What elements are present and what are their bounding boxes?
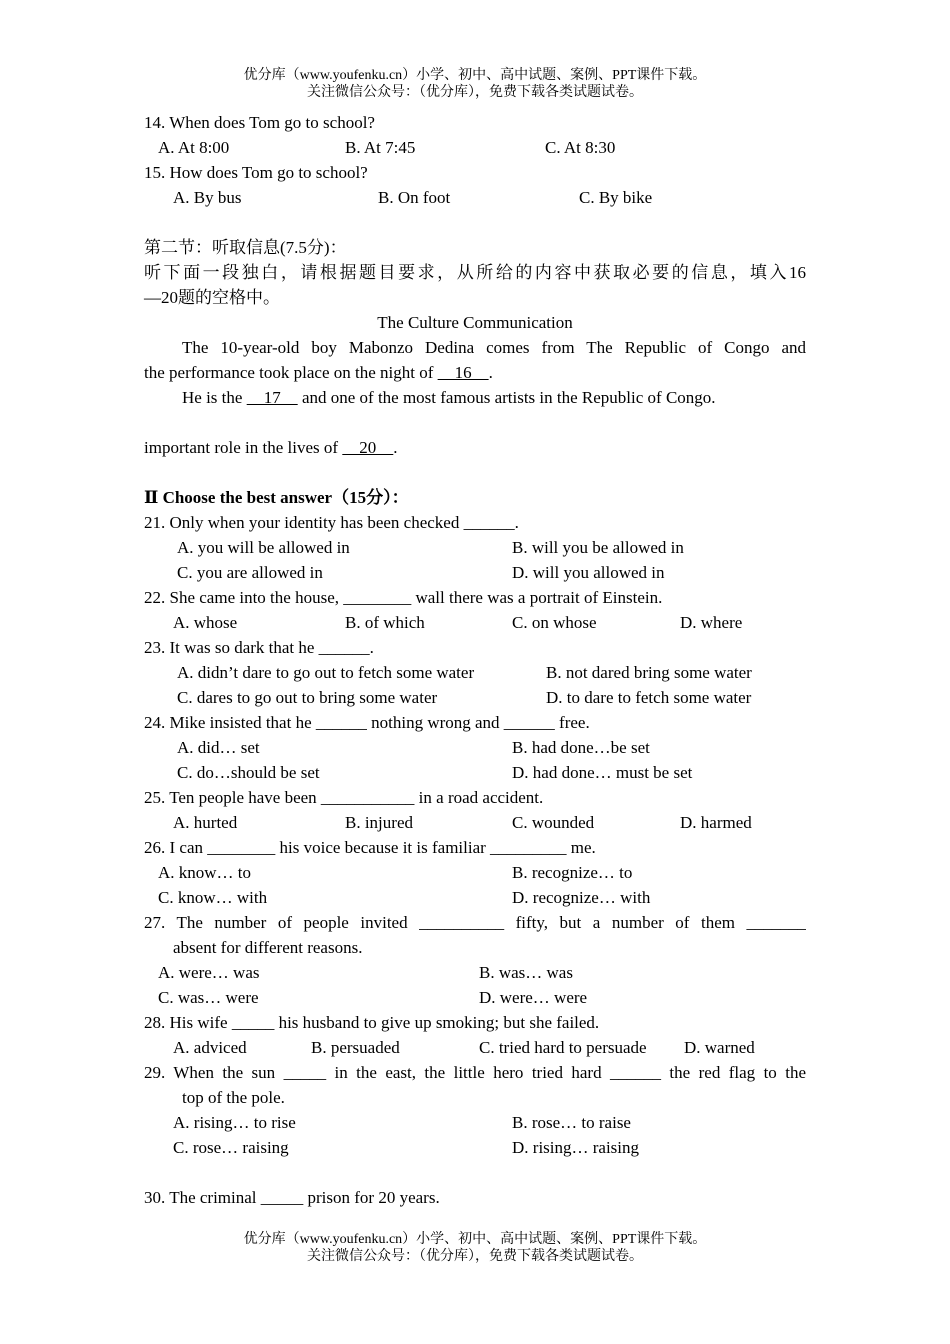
option-b: B. was… was bbox=[479, 963, 573, 982]
passage-line-4 bbox=[144, 410, 806, 435]
question-26-options-row-1 bbox=[144, 860, 806, 885]
option-a: A. adviced bbox=[173, 1038, 247, 1057]
option-a: A. didn’t dare to go out to fetch some water bbox=[177, 663, 475, 682]
question-30-stem: 30. The criminal _____ prison for 20 years. bbox=[144, 1188, 440, 1207]
section-2-instruction-2: —20题的空格中。 bbox=[144, 288, 280, 307]
question-29-stem: 29. When the sun _____ in the east, the little hero tried hard ______ the red flag to the bbox=[144, 1063, 806, 1082]
exam-content bbox=[144, 110, 806, 1210]
question-25-options bbox=[144, 810, 806, 835]
option-b: B. At 7:45 bbox=[345, 138, 416, 157]
question-23-options-row-2 bbox=[144, 685, 806, 710]
option-c: C. you are allowed in bbox=[177, 563, 323, 582]
option-a: A. rising… to rise bbox=[173, 1113, 296, 1132]
passage-line-2: the performance took place on the night of 16 . bbox=[144, 363, 493, 382]
question-24-stem: 24. Mike insisted that he ______ nothing wrong and ______ free. bbox=[144, 713, 590, 732]
option-d: D. where bbox=[680, 613, 743, 632]
option-d: D. will you allowed in bbox=[512, 563, 665, 582]
option-a: A. were… was bbox=[158, 963, 260, 982]
question-27-stem-cont: absent for different reasons. bbox=[173, 938, 363, 957]
option-d: D. to dare to fetch some water bbox=[546, 688, 752, 707]
option-d: D. recognize… with bbox=[512, 888, 651, 907]
option-b: B. had done…be set bbox=[512, 738, 650, 757]
option-b: B. recognize… to bbox=[512, 863, 633, 882]
option-b: B. injured bbox=[345, 813, 413, 832]
option-a: A. By bus bbox=[173, 188, 242, 207]
option-c: C. wounded bbox=[512, 813, 595, 832]
option-a: A. hurted bbox=[173, 813, 238, 832]
blank-16[interactable]: 16 bbox=[437, 363, 489, 382]
page-footer bbox=[0, 1231, 950, 1265]
question-15-stem: 15. How does Tom go to school? bbox=[144, 163, 368, 182]
question-25-stem: 25. Ten people have been ___________ in a road accident. bbox=[144, 788, 544, 807]
option-a: A. know… to bbox=[158, 863, 252, 882]
option-d: D. were… were bbox=[479, 988, 588, 1007]
question-24-options-row-2 bbox=[144, 760, 806, 785]
option-d: D. warned bbox=[684, 1038, 755, 1057]
option-c: C. At 8:30 bbox=[545, 138, 616, 157]
option-b: B. rose… to raise bbox=[512, 1113, 631, 1132]
question-22-options bbox=[144, 610, 806, 635]
section-2-instruction-1: 听下面一段独白，请根据题目要求，从所给的内容中获取必要的信息，填入16 bbox=[144, 263, 806, 282]
part-2-title: Ⅱ Choose the best answer（15分）： bbox=[144, 488, 409, 507]
question-28-options bbox=[144, 1035, 806, 1060]
option-d: D. rising… raising bbox=[512, 1138, 640, 1157]
question-26-stem: 26. I can ________ his voice because it is familiar _________ me. bbox=[144, 838, 596, 857]
option-d: D. harmed bbox=[680, 813, 752, 832]
question-15-options bbox=[144, 185, 806, 210]
question-24-options-row-1 bbox=[144, 735, 806, 760]
question-28-stem: 28. His wife _____ his husband to give up smoking; but she failed. bbox=[144, 1013, 600, 1032]
passage-title: The Culture Communication bbox=[377, 313, 573, 332]
question-27-stem: 27. The number of people invited __________ fifty, but a number of them _______ bbox=[144, 913, 806, 932]
option-a: A. you will be allowed in bbox=[177, 538, 350, 557]
question-22-stem: 22. She came into the house, ________ wall there was a portrait of Einstein. bbox=[144, 588, 663, 607]
question-14-options bbox=[144, 135, 806, 160]
option-d: D. had done… must be set bbox=[512, 763, 693, 782]
passage-line-3: He is the 17 and one of the most famous artists in the Republic of Congo. bbox=[182, 388, 716, 407]
page-header bbox=[0, 67, 950, 101]
passage-line-1: The 10-year-old boy Mabonzo Dedina comes from The Republic of Congo and bbox=[182, 338, 806, 357]
option-c: C. By bike bbox=[579, 188, 653, 207]
question-23-stem: 23. It was so dark that he ______. bbox=[144, 638, 374, 657]
header-line-1: 优分库（www.youfenku.cn）小学、初中、高中试题、案例、PPT课件下载。 bbox=[243, 68, 707, 83]
option-c: C. on whose bbox=[512, 613, 597, 632]
footer-line-1: 优分库（www.youfenku.cn）小学、初中、高中试题、案例、PPT课件下载。 bbox=[243, 1232, 707, 1247]
option-c: C. tried hard to persuade bbox=[479, 1038, 647, 1057]
question-27-options-row-2 bbox=[144, 985, 806, 1010]
section-2-title: 第二节：听取信息(7.5分)： bbox=[144, 238, 347, 257]
question-23-options-row-1 bbox=[144, 660, 806, 685]
question-14-stem: 14. When does Tom go to school? bbox=[144, 113, 375, 132]
question-29-stem-cont: top of the pole. bbox=[182, 1088, 285, 1107]
option-b: B. On foot bbox=[378, 188, 451, 207]
blank-20[interactable]: 20 bbox=[342, 438, 394, 457]
option-a: A. did… set bbox=[177, 738, 260, 757]
header-line-2: 关注微信公众号：（优分库），免费下载各类试题试卷。 bbox=[307, 85, 643, 100]
question-27-options-row-1 bbox=[144, 960, 806, 985]
option-b: B. of which bbox=[345, 613, 425, 632]
option-b: B. persuaded bbox=[311, 1038, 400, 1057]
question-21-options-row-2 bbox=[144, 560, 806, 585]
question-26-options-row-2 bbox=[144, 885, 806, 910]
passage-line-5: important role in the lives of 20 . bbox=[144, 438, 398, 457]
option-c: C. know… with bbox=[158, 888, 268, 907]
option-c: C. was… were bbox=[158, 988, 259, 1007]
blank-17[interactable]: 17 bbox=[246, 388, 298, 407]
option-c: C. dares to go out to bring some water bbox=[177, 688, 438, 707]
question-21-stem: 21. Only when your identity has been checked ______. bbox=[144, 513, 519, 532]
question-21-options-row-1 bbox=[144, 535, 806, 560]
option-c: C. do…should be set bbox=[177, 763, 320, 782]
option-a: A. At 8:00 bbox=[158, 138, 230, 157]
option-a: A. whose bbox=[173, 613, 238, 632]
question-29-options-row-1 bbox=[144, 1110, 806, 1135]
footer-line-2: 关注微信公众号：（优分库），免费下载各类试题试卷。 bbox=[307, 1249, 643, 1264]
option-b: B. will you be allowed in bbox=[512, 538, 684, 557]
option-b: B. not dared bring some water bbox=[546, 663, 752, 682]
option-c: C. rose… raising bbox=[173, 1138, 289, 1157]
question-29-options-row-2 bbox=[144, 1135, 806, 1160]
